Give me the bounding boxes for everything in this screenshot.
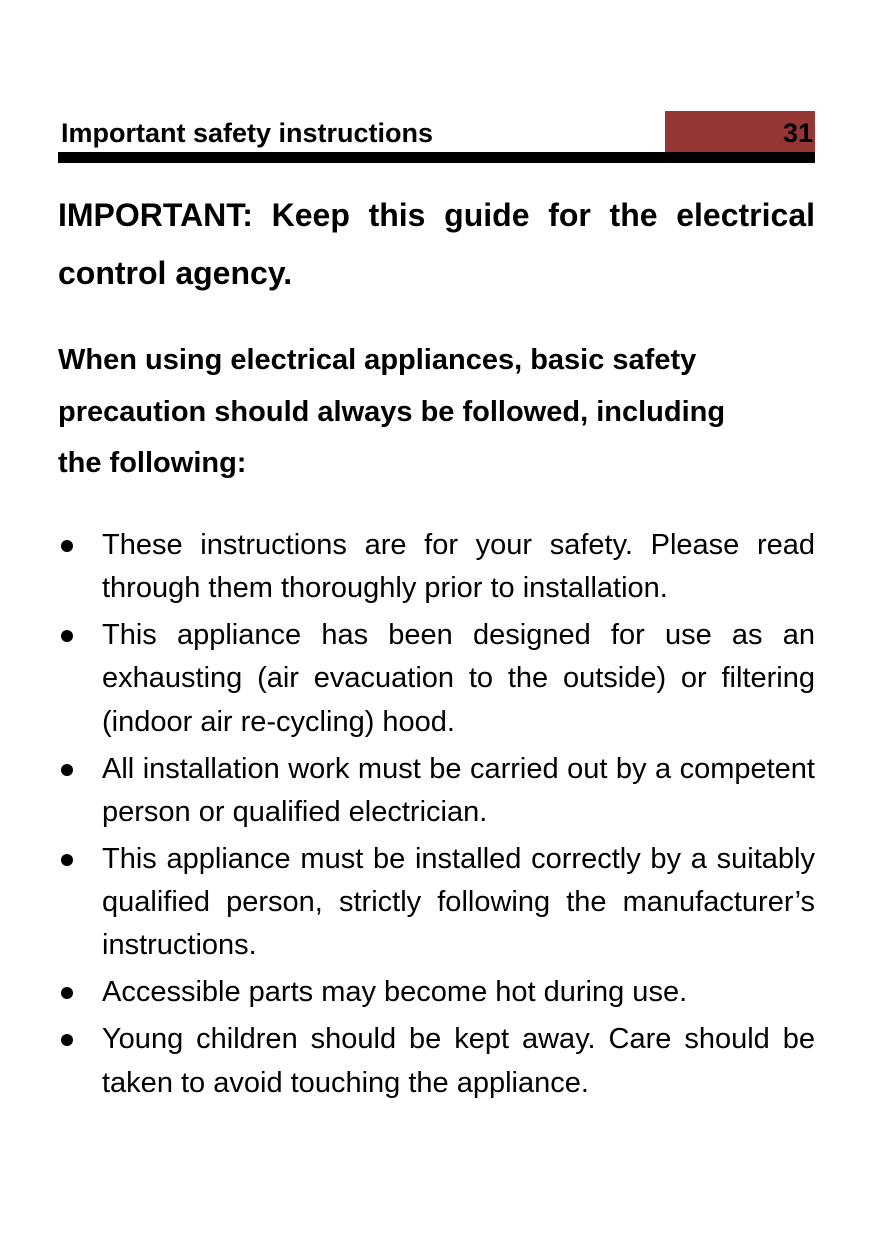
bullet-text: This appliance must be installed correctly by a suitably qualified person, strictly following the manufacturer’s instructions.	[102, 842, 815, 962]
bullet-item	[58, 614, 815, 744]
bullet-text: All installation work must be carried out by a competent person or qualified electrician.	[102, 752, 815, 828]
bullet-item	[58, 838, 815, 968]
page-number-box	[665, 111, 815, 152]
bullet-dot-icon	[61, 540, 73, 552]
bullet-dot-icon	[61, 1034, 73, 1046]
page-header	[58, 111, 815, 163]
bullet-item	[58, 971, 815, 1014]
bullet-text: This appliance has been designed for use as an exhausting (air evacuation to the outside) or filtering (indoor air re-cycling) hood.	[102, 619, 815, 738]
intro-line: When using electrical appliances, basic safety	[58, 344, 697, 376]
bullet-dot-icon	[61, 854, 73, 866]
intro-line: the following:	[58, 447, 247, 479]
header-rule	[58, 152, 815, 163]
bullet-dot-icon	[61, 630, 73, 642]
bullet-text: Accessible parts may become hot during use.	[102, 976, 688, 1009]
important-note: IMPORTANT: Keep this guide for the electrical control agency.	[58, 197, 815, 291]
page-number: 31	[782, 118, 813, 148]
intro-paragraph	[58, 335, 815, 490]
bullet-text: These instructions are for your safety. Please read through them thoroughly prior to installation.	[102, 529, 815, 605]
intro-line: precaution should always be followed, including	[58, 395, 726, 428]
bullet-text: Young children should be kept away. Care should be taken to avoid touching the appliance.	[102, 1023, 815, 1099]
bullet-item	[58, 1018, 815, 1105]
safety-bullet-list	[58, 524, 815, 1108]
bullet-dot-icon	[61, 764, 73, 776]
bullet-item	[58, 524, 815, 611]
section-title: Important safety instructions	[61, 118, 434, 148]
bullet-item	[58, 748, 815, 835]
bullet-dot-icon	[61, 987, 73, 999]
